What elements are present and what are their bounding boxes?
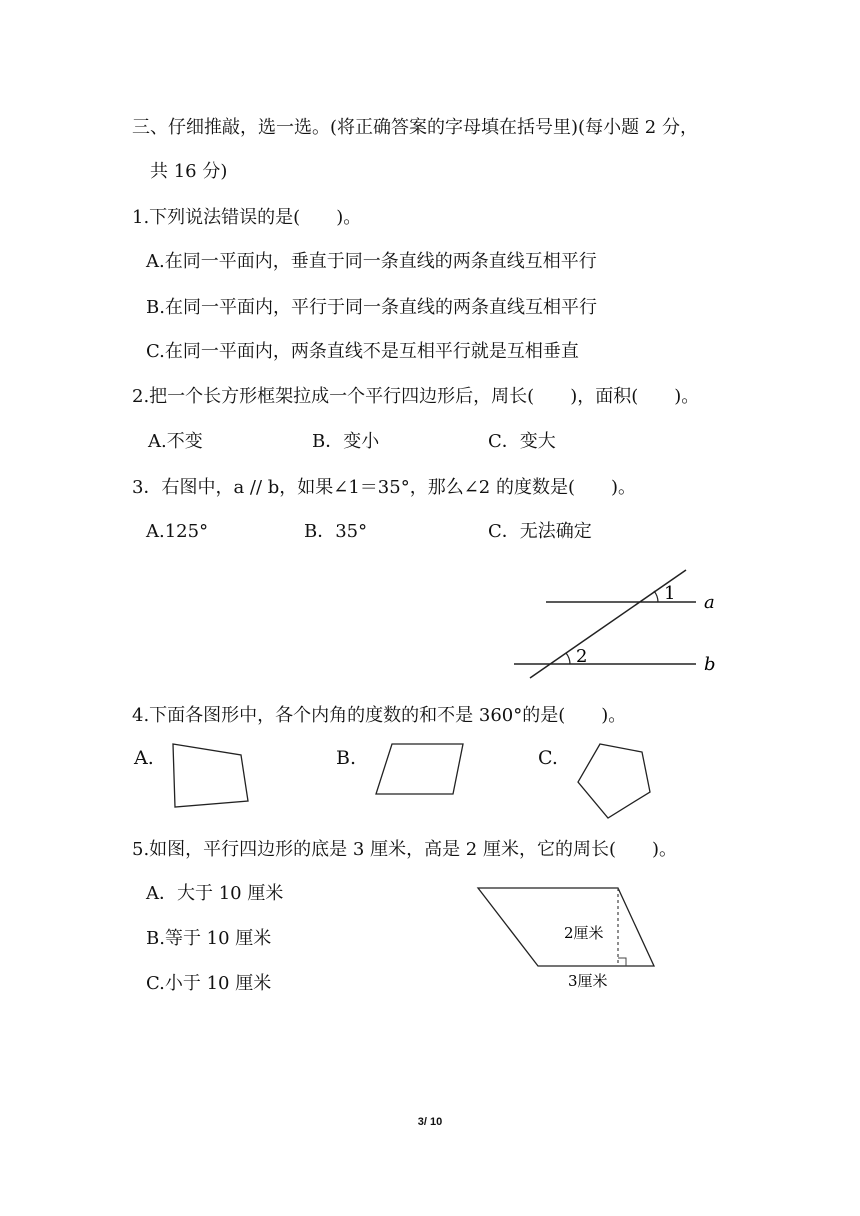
question-1-option-b: B.在同一平面内，平行于同一条直线的两条直线互相平行 <box>146 297 597 318</box>
question-1-option-c: C.在同一平面内，两条直线不是互相平行就是互相垂直 <box>146 341 579 362</box>
question-4-stem: 4.下面各图形中，各个内角的度数的和不是 360°的是( )。 <box>132 705 627 726</box>
question-3-option-c: C．无法确定 <box>488 521 592 542</box>
question-1-stem: 1.下列说法错误的是( )。 <box>132 207 362 228</box>
angle-1-arc <box>654 591 658 602</box>
question-2-stem: 2.把一个长方形框架拉成一个平行四边形后，周长( )，面积( )。 <box>132 386 700 407</box>
angle-2-label: 2 <box>576 646 588 667</box>
question-4-label-b: B. <box>336 747 357 769</box>
section-title-line2: 共 16 分) <box>150 161 228 182</box>
angle-1-label: 1 <box>664 583 676 604</box>
question-5-stem: 5.如图，平行四边形的底是 3 厘米，高是 2 厘米，它的周长( )。 <box>132 839 678 860</box>
question-3-stem: 3．右图中，a // b，如果∠1＝35°，那么∠2 的度数是( )。 <box>132 477 637 498</box>
parallelogram-height-figure <box>470 880 670 995</box>
transversal-line <box>530 570 686 678</box>
question-5-option-c: C.小于 10 厘米 <box>146 973 272 994</box>
question-2-option-b: B．变小 <box>312 431 380 452</box>
question-5-option-b: B.等于 10 厘米 <box>146 928 272 949</box>
angle-2-arc <box>566 653 570 664</box>
question-4-label-a: A. <box>134 747 154 769</box>
question-3-option-a: A.125° <box>146 521 209 542</box>
section-title-line1: 三、仔细推敲，选一选。(将正确答案的字母填在括号里)(每小题 2 分， <box>132 117 698 138</box>
question-2-option-c: C．变大 <box>488 431 556 452</box>
question-4-label-c: C. <box>538 747 558 769</box>
line-a-label: a <box>704 592 715 613</box>
parallelogram-figure <box>370 738 470 800</box>
line-b-label: b <box>704 654 716 675</box>
right-angle-mark <box>618 958 626 966</box>
page-number: 3/ 10 <box>417 1116 443 1128</box>
height-label: 2厘米 <box>564 924 604 942</box>
base-label: 3厘米 <box>568 972 608 990</box>
parallel-lines-figure <box>500 560 730 690</box>
question-3-option-b: B．35° <box>304 521 368 542</box>
question-1-option-a: A.在同一平面内，垂直于同一条直线的两条直线互相平行 <box>146 251 597 272</box>
pentagon-figure <box>570 738 660 822</box>
question-2-option-a: A.不变 <box>148 431 203 452</box>
question-5-option-a: A．大于 10 厘米 <box>146 883 284 904</box>
quadrilateral-figure <box>165 738 255 814</box>
